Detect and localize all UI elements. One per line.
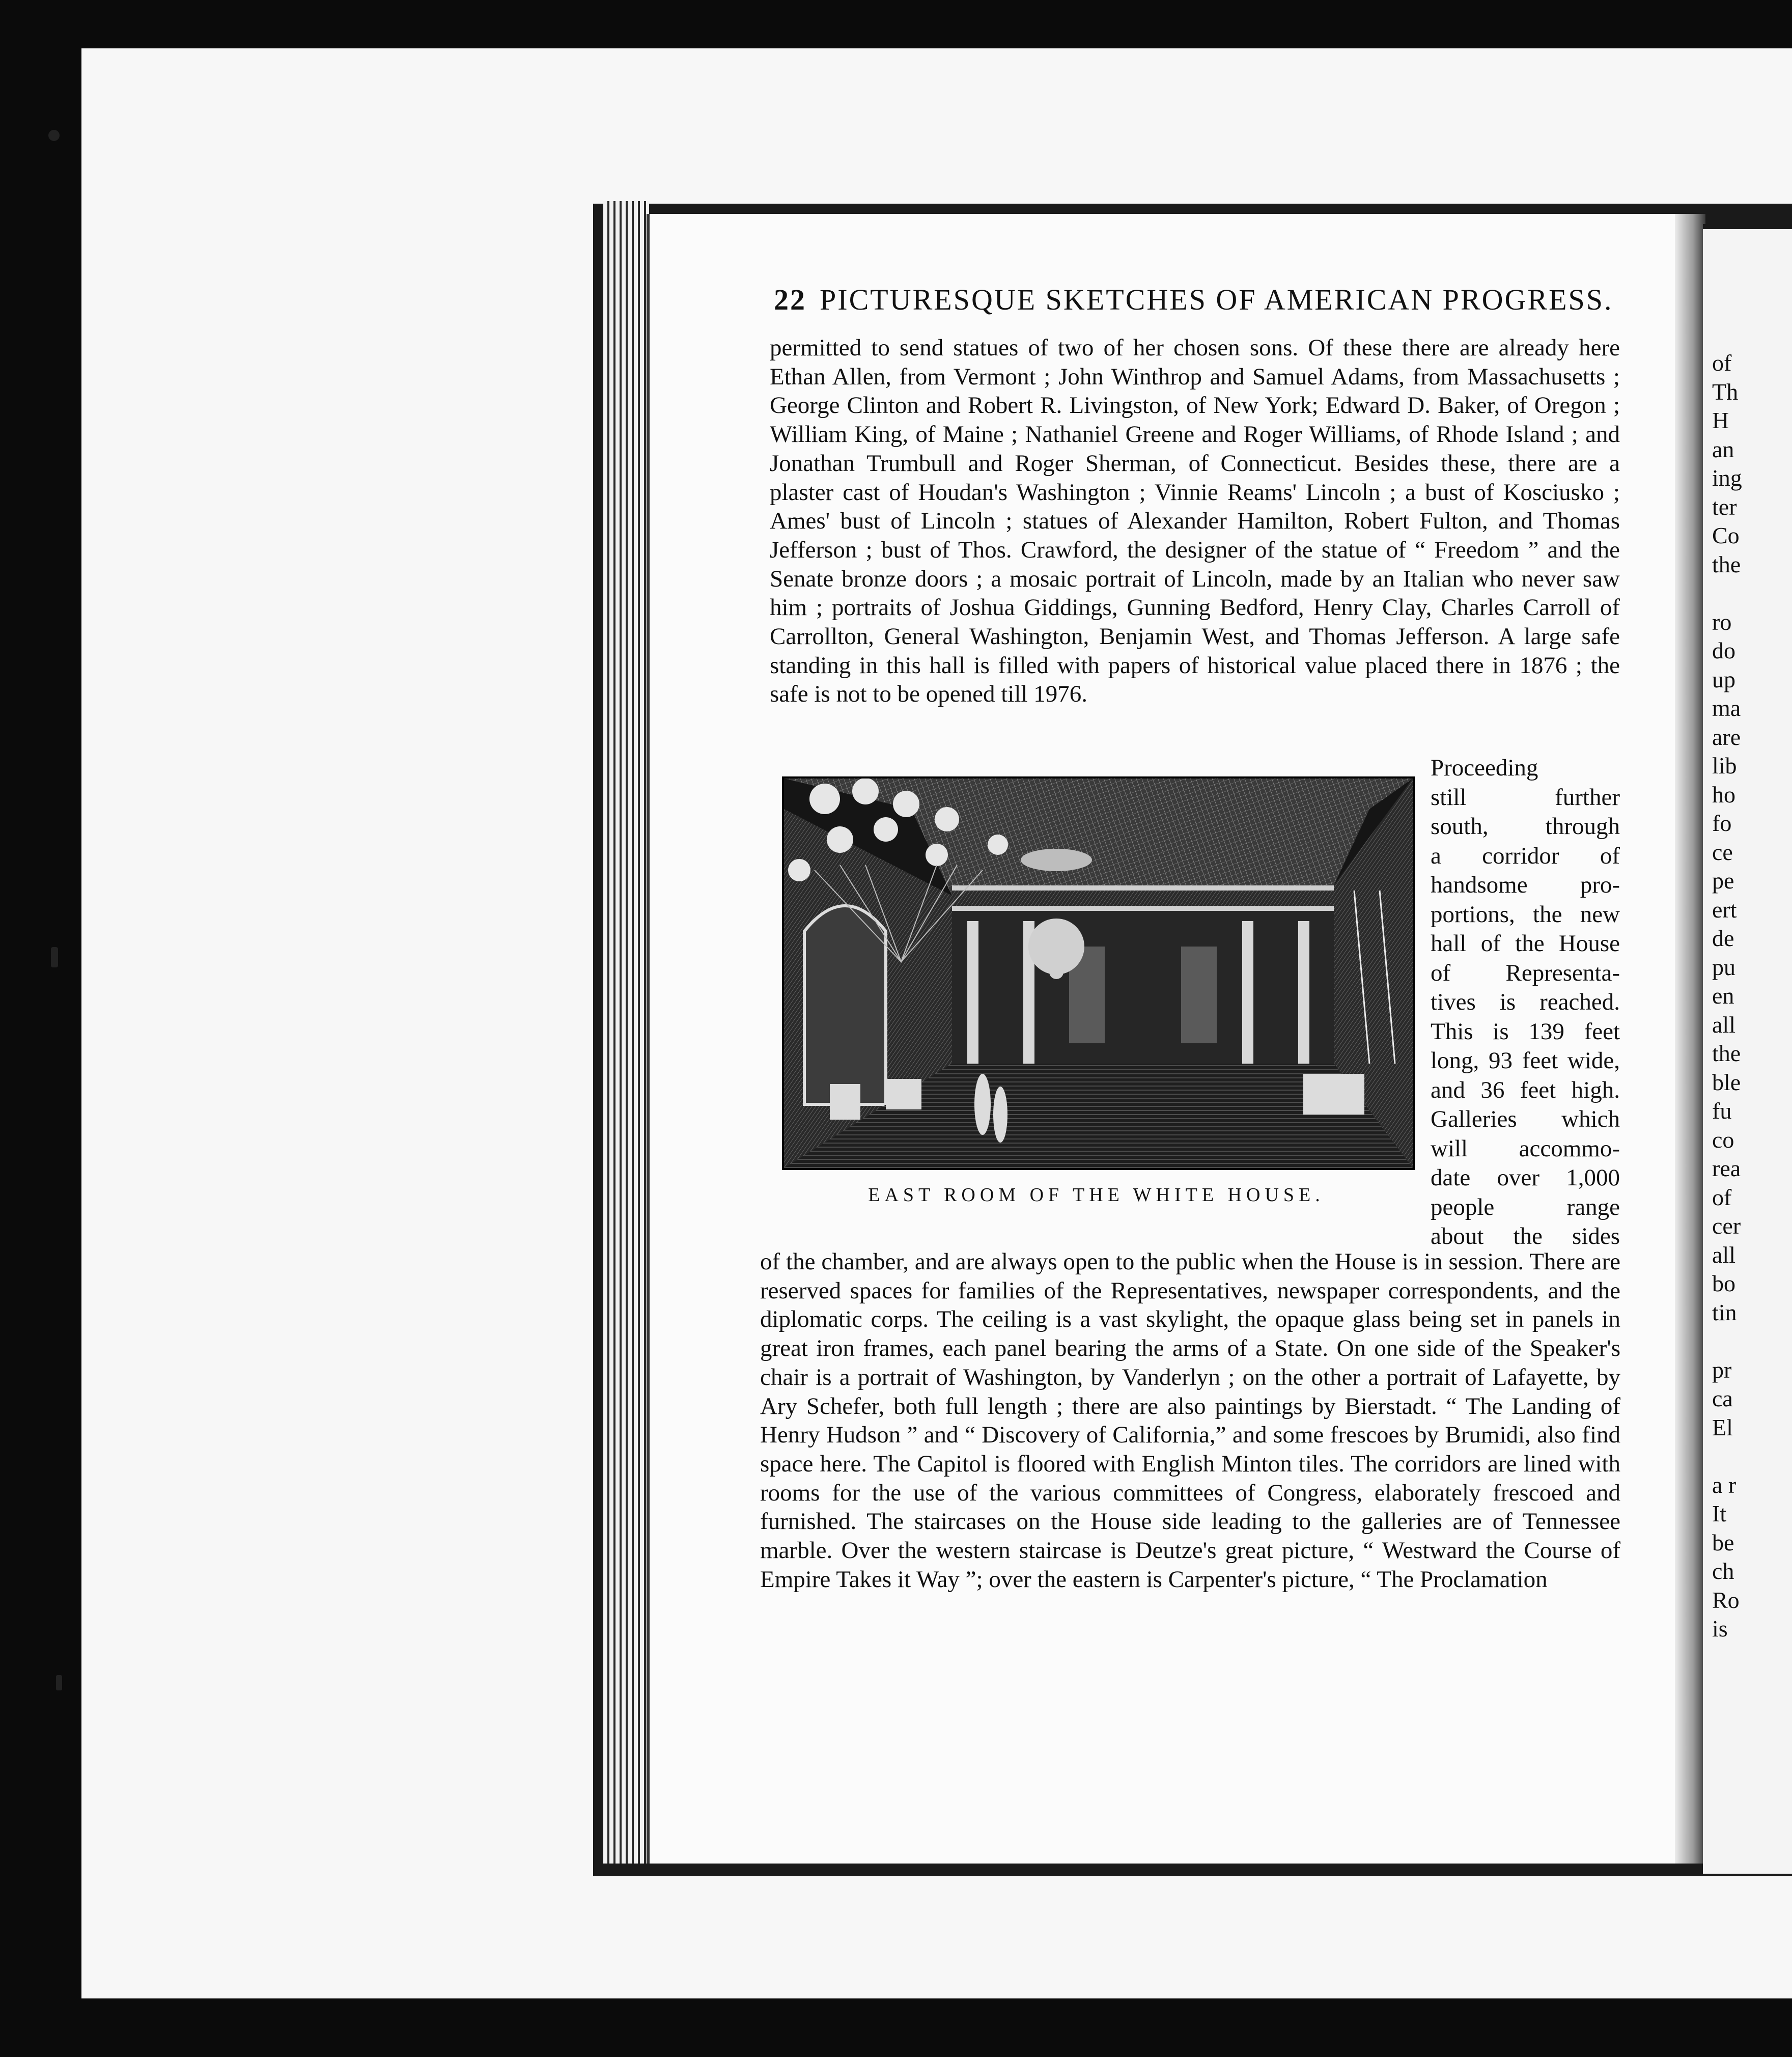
facing-page-fragment: [1703, 224, 1792, 1874]
facing-page-line-fragment: lib: [1712, 753, 1737, 779]
side-column-line: tives is reached.: [1431, 989, 1620, 1015]
illustration-caption: EAST ROOM OF THE WHITE HOUSE.: [868, 1184, 1325, 1206]
facing-page-line-fragment: the: [1712, 551, 1741, 577]
side-column-line: will accommo-: [1431, 1135, 1620, 1162]
facing-page-line-fragment: all: [1712, 1011, 1735, 1038]
facing-page-line-fragment: tin: [1712, 1299, 1737, 1325]
facing-page-line-fragment: Th: [1712, 378, 1739, 405]
facing-page-line-fragment: fo: [1712, 810, 1732, 836]
facing-page-line-fragment: fu: [1712, 1098, 1732, 1124]
side-column-line: hall of the House: [1431, 930, 1620, 957]
facing-page-line-fragment: ch: [1712, 1558, 1734, 1584]
facing-page-line-fragment: pe: [1712, 868, 1734, 894]
facing-page-line-fragment: bo: [1712, 1270, 1735, 1296]
running-head: [774, 283, 1613, 318]
paragraph-top: permitted to send statues of two of her chosen sons. Of these there are already here Ethan Allen, from Vermont ; John Winthrop and Samuel Adams, from Massachusetts ; George Clinton and Robert R. Livingston, of New York; Edward D. Baker, of Oregon ; William King, of Maine ; Nathaniel Greene and Roger Williams, of Rhode Island ; and Jonathan Trumbull and Roger Sherman, of Connecticut. Besides these, there are a plaster cast of Houdan's Washington ; Vinnie Reams' Lincoln ; a bust of Kosciusko ; Ames' bust of Lincoln ; statues of Alexander Hamilton, Robert Fulton, and Thomas Jefferson ; bust of Thos. Crawford, the designer of the statue of “ Freedom ” and the Senate bronze doors ; a mosaic portrait of Lincoln, made by an Italian who never saw him ; portraits of Joshua Giddings, Gunning Bedford, Henry Clay, Charles Carroll of Carrollton, General Washington, Benjamin West, and Thomas Jefferson. A large safe standing in this hall is filled with papers of historical value placed there in 1876 ; the safe is not to be opened till 1976.: [770, 335, 1620, 708]
facing-page-line-fragment: are: [1712, 724, 1741, 750]
scan-margin-specks: [0, 0, 81, 2057]
side-column-line: about the sides: [1431, 1223, 1620, 1249]
facing-page-line-fragment: ro: [1712, 608, 1732, 635]
facing-page-line-fragment: ing: [1712, 465, 1742, 491]
facing-page-line-fragment: Ro: [1712, 1587, 1740, 1613]
side-column-line: of Representa-: [1431, 959, 1620, 986]
facing-page-line-fragment: a r: [1712, 1471, 1737, 1498]
side-column-text: [1431, 754, 1620, 1252]
facing-page-line-fragment: ho: [1712, 781, 1735, 808]
facing-page-line-fragment: ma: [1712, 695, 1741, 721]
facing-page-line-fragment: is: [1712, 1616, 1728, 1642]
side-column-line: still further: [1431, 784, 1620, 811]
page-number: 22: [774, 283, 806, 316]
facing-page-line-fragment: ter: [1712, 493, 1737, 520]
facing-page-line-fragment: H: [1712, 407, 1729, 433]
book-gutter: [1675, 214, 1705, 1864]
east-room-engraving: [782, 776, 1415, 1170]
facing-page-line-fragment: do: [1712, 637, 1735, 663]
facing-page-line-fragment: It: [1712, 1500, 1727, 1526]
facing-page-line-fragment: en: [1712, 983, 1734, 1009]
side-column-line: Galleries which: [1431, 1106, 1620, 1132]
side-column-line: a corridor of: [1431, 842, 1620, 869]
facing-page-line-fragment: of: [1712, 350, 1732, 376]
facing-page-line-fragment: Co: [1712, 522, 1740, 548]
facing-page-line-fragment: of: [1712, 1184, 1732, 1210]
side-column-line: south, through: [1431, 813, 1620, 840]
facing-page-line-fragment: El: [1712, 1414, 1733, 1440]
facing-page-line-fragment: all: [1712, 1241, 1735, 1268]
facing-page-line-fragment: be: [1712, 1529, 1734, 1555]
side-column-line: This is 139 feet: [1431, 1018, 1620, 1045]
facing-page-line-fragment: ble: [1712, 1069, 1741, 1095]
facing-page-line-fragment: co: [1712, 1126, 1734, 1153]
side-column-line: and 36 feet high.: [1431, 1076, 1620, 1103]
side-column-line: long, 93 feet wide,: [1431, 1047, 1620, 1074]
facing-page-line-fragment: rea: [1712, 1155, 1741, 1181]
facing-page-line-fragment: ert: [1712, 896, 1737, 923]
side-column-line: handsome pro-: [1431, 872, 1620, 898]
side-column-line: portions, the new: [1431, 901, 1620, 928]
side-column-line: date over 1,000: [1431, 1164, 1620, 1191]
paragraph-bottom: of the chamber, and are always open to the public when the House is in session. There are reserved spaces for families of the Representatives, newspaper correspondents, and the diplomatic corps. The ceiling is a vast skylight, the opaque glass being set in panels in great iron frames, each panel bearing the arms of a State. On one side of the Speaker's chair is a portrait of Washington, by Vanderlyn ; on the other a portrait of Lafayette, by Ary Schefer, both full length ; there are also paintings by Bierstadt. “ The Landing of Henry Hudson ” and “ Discovery of California,” and some frescoes by Brumidi, also find space here. The Capitol is floored with English Minton tiles. The corridors are lined with rooms for the use of the various committees of Congress, elaborately frescoed and furnished. The staircases on the House side leading to the galleries are of Tennessee marble. Over the western staircase is Deutze's great picture, “ Westward the Course of Empire Takes it Way ”; over the eastern is Carpenter's picture, “ The Proclamation: [760, 1248, 1620, 1593]
page-edges: [603, 201, 649, 1864]
side-column-line: Proceeding: [1431, 755, 1538, 781]
facing-page-line-fragment: an: [1712, 436, 1734, 462]
facing-page-line-fragment: de: [1712, 925, 1734, 951]
facing-page-line-fragment: the: [1712, 1040, 1741, 1066]
book-title: PICTURESQUE SKETCHES OF AMERICAN PROGRESS.: [820, 283, 1613, 316]
facing-page-line-fragment: pu: [1712, 954, 1735, 980]
facing-page-line-fragment: ca: [1712, 1385, 1733, 1411]
side-column-line: people range: [1431, 1193, 1620, 1220]
facing-page-line-fragment: pr: [1712, 1356, 1732, 1383]
facing-page-line-fragment: cer: [1712, 1213, 1741, 1239]
facing-page-line-fragment: up: [1712, 666, 1735, 692]
facing-page-line-fragment: ce: [1712, 839, 1733, 865]
